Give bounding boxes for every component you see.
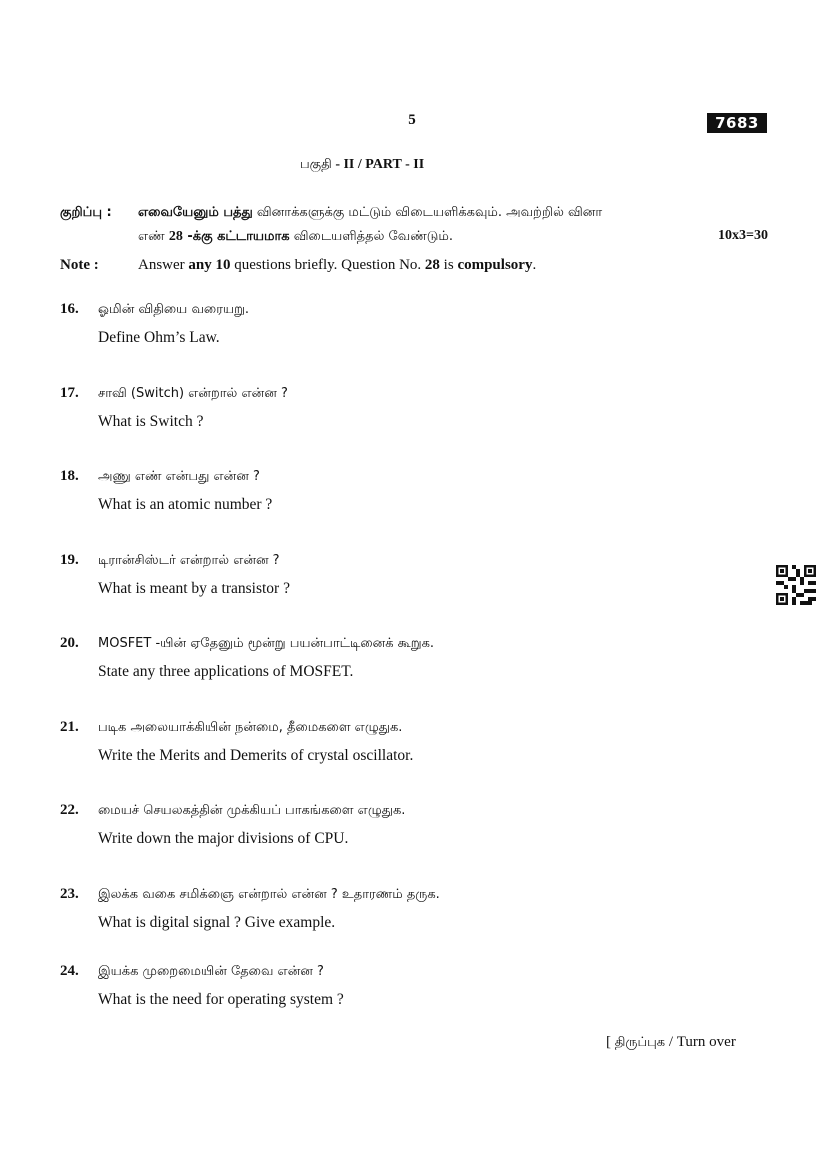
question-number: 22. <box>60 802 79 818</box>
question-item <box>0 635 826 695</box>
question-item <box>0 963 826 1023</box>
question-tamil: அணு எண் என்பது என்ன ? <box>98 469 260 484</box>
qr-code-icon <box>776 565 816 605</box>
question-tamil: ஓமின் விதியை வரையறு. <box>98 302 250 317</box>
question-tamil: டிரான்சிஸ்டர் என்றால் என்ன ? <box>98 553 280 568</box>
note-tamil-compulsory: -க்கு கட்டாயமாக <box>182 229 290 244</box>
note-tamil-line2-rest: விடையளித்தல் வேண்டும். <box>289 229 453 244</box>
page-number: 5 <box>408 112 416 128</box>
note-tamil-line2 <box>138 229 453 245</box>
note-english-text <box>138 257 536 274</box>
paper-code-badge: 7683 <box>707 113 767 133</box>
question-english: What is an atomic number ? <box>98 496 273 513</box>
turn-over-note <box>606 1034 736 1051</box>
question-number: 19. <box>60 552 79 568</box>
note-en-b2: 28 <box>424 257 440 273</box>
note-en-t1: Answer <box>138 257 189 273</box>
question-number: 24. <box>60 963 79 979</box>
turn-over-english: Turn over <box>676 1034 736 1050</box>
question-english: State any three applications of MOSFET. <box>98 663 354 680</box>
question-number: 23. <box>60 886 79 902</box>
question-english: What is meant by a transistor ? <box>98 580 290 597</box>
question-item <box>0 552 826 612</box>
note-tamil-bold: எவையேனும் பத்து <box>138 205 253 220</box>
question-tamil: மையச் செயலகத்தின் முக்கியப் பாகங்களை எழுதுக. <box>98 803 406 818</box>
marks-allocation: 10x3=30 <box>718 228 768 243</box>
note-en-t4: . <box>532 257 537 273</box>
question-number: 21. <box>60 719 79 735</box>
note-english-label: Note : <box>60 257 99 273</box>
question-number: 18. <box>60 468 79 484</box>
question-item <box>0 886 826 946</box>
question-english: Write the Merits and Demerits of crystal oscillator. <box>98 747 414 764</box>
question-number: 20. <box>60 635 79 651</box>
note-tamil-label: குறிப்பு : <box>60 205 112 220</box>
question-tamil: படிக அலையாக்கியின் நன்மை, தீமைகளை எழுதுக. <box>98 720 403 735</box>
question-english: What is Switch ? <box>98 413 204 430</box>
question-item <box>0 719 826 779</box>
question-item <box>0 301 826 361</box>
question-tamil: இயக்க முறைமையின் தேவை என்ன ? <box>98 964 324 979</box>
question-number: 16. <box>60 301 79 317</box>
question-tamil: சாவி (Switch) என்றால் என்ன ? <box>98 386 288 401</box>
note-en-t2: questions briefly. Question No. <box>230 257 425 273</box>
question-number: 17. <box>60 385 79 401</box>
question-item <box>0 385 826 445</box>
part-heading <box>300 157 424 173</box>
question-tamil: MOSFET -யின் ஏதேனும் மூன்று பயன்பாட்டினைக் கூறுக. <box>98 636 435 651</box>
question-english: Write down the major divisions of CPU. <box>98 830 349 847</box>
part-heading-english: - II / PART - II <box>331 157 425 172</box>
question-english: Define Ohm’s Law. <box>98 329 220 346</box>
note-tamil-question-number: 28 <box>168 229 183 244</box>
turn-over-separator: / <box>665 1034 677 1050</box>
note-tamil-line1 <box>138 205 602 221</box>
note-en-b3: compulsory <box>457 257 533 273</box>
question-tamil: இலக்க வகை சமிக்ஞை என்றால் என்ன ? உதாரணம் தருக. <box>98 887 440 902</box>
note-tamil-rest: வினாக்களுக்கு மட்டும் விடையளிக்கவும். அவற்றில் வினா <box>252 205 603 220</box>
turn-over-bracket: [ <box>606 1034 615 1050</box>
question-item <box>0 802 826 862</box>
note-en-b1: any 10 <box>188 257 231 273</box>
part-heading-tamil: பகுதி <box>300 157 332 172</box>
turn-over-tamil: திருப்புக <box>614 1035 666 1050</box>
question-english: What is the need for operating system ? <box>98 991 344 1008</box>
question-item <box>0 468 826 528</box>
question-english: What is digital signal ? Give example. <box>98 914 336 931</box>
note-tamil-line2-pre: எண் <box>138 229 169 244</box>
note-en-t3: is <box>439 257 458 273</box>
